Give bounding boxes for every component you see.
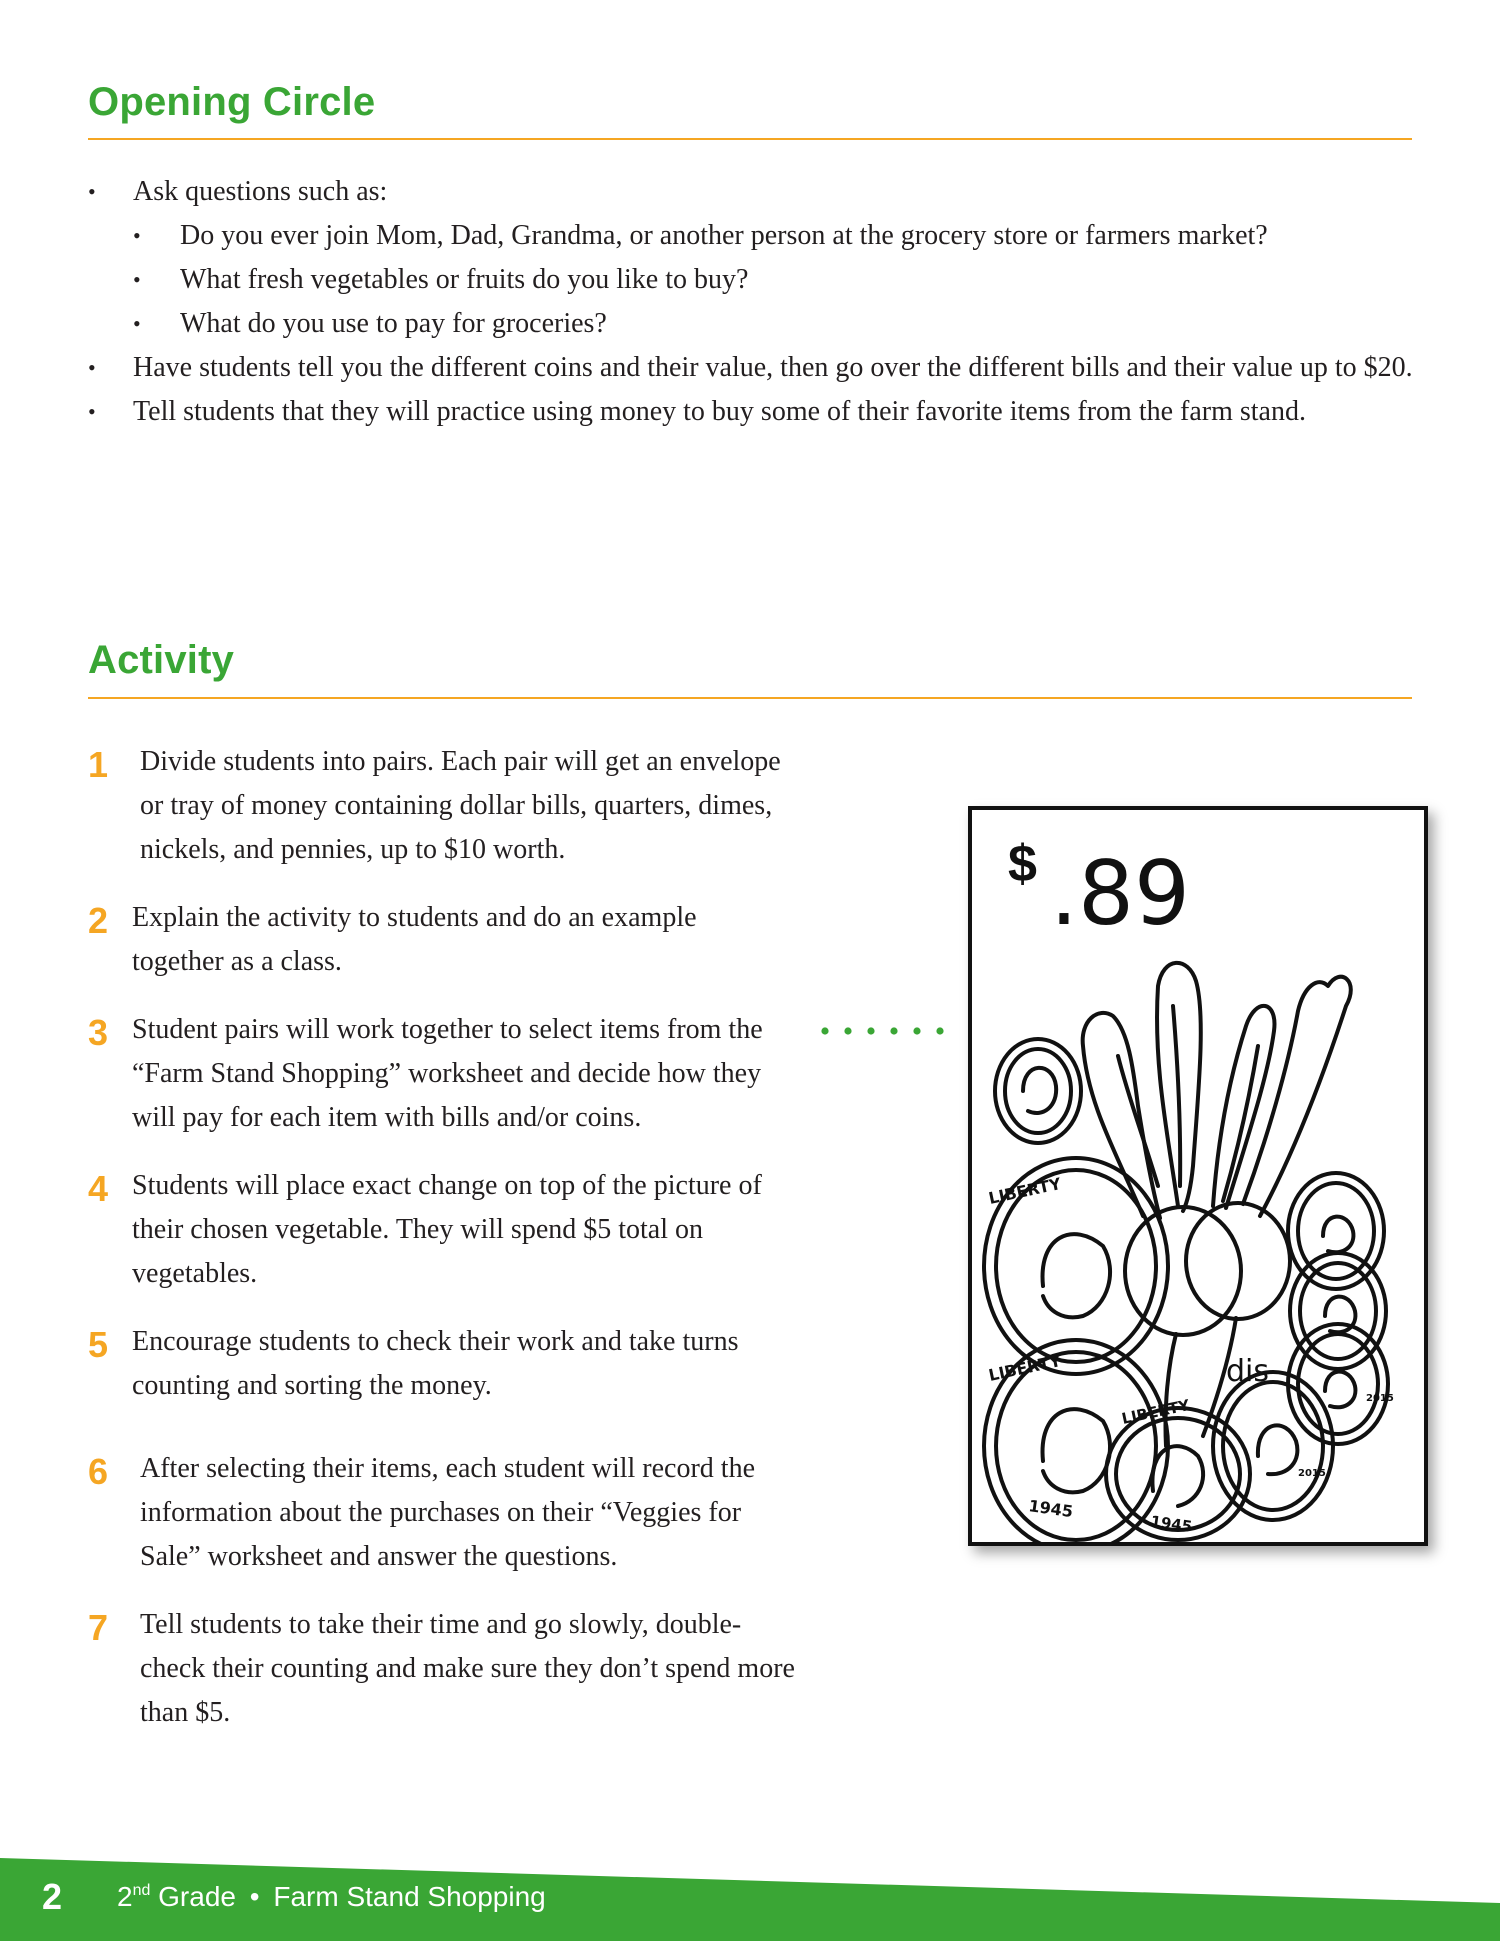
bullet-text: Ask questions such as:: [133, 176, 388, 207]
list-item: [88, 170, 1418, 346]
step-number: 4: [88, 1168, 109, 1209]
coin-liberty-text: LIBERTY: [1120, 1396, 1192, 1428]
lesson-title: Farm Stand Shopping: [273, 1881, 546, 1912]
grade-suffix: nd: [132, 1882, 151, 1899]
sub-bullet-text: Do you ever join Mom, Dad, Grandma, or another person at the grocery store or farmers market?: [180, 220, 1268, 251]
step-text: Tell students to take their time and go slowly, double-check their counting and make sure they don’t spend more than $5.: [140, 1609, 795, 1728]
step-item: [88, 1008, 808, 1140]
activity-rule: [88, 697, 1412, 699]
sub-bullet-text: What do you use to pay for groceries?: [180, 308, 607, 339]
activity-title: Activity: [88, 638, 235, 682]
price-card-figure: [968, 806, 1433, 1551]
sub-list-item: [133, 258, 1418, 302]
opening-circle-rule: [88, 138, 1412, 140]
step-item: [88, 1603, 808, 1735]
step-item: [88, 896, 808, 984]
activity-steps: [88, 740, 808, 1735]
price-card-illustration: [968, 806, 1428, 1546]
step-item: [88, 1320, 808, 1408]
sub-list-item: [133, 214, 1418, 258]
coin-year-text: 2015: [1366, 1393, 1394, 1404]
step-number: 3: [88, 1012, 109, 1053]
coin-liberty-text: LIBERTY: [986, 1351, 1063, 1385]
footer-separator: •: [249, 1881, 260, 1912]
step-item: [88, 740, 808, 872]
step-text: Student pairs will work together to select items from the “Farm Stand Shopping” worksheet and decide how they will pay for each item with bills and/or coins.: [132, 1014, 763, 1133]
bullet-text: Tell students that they will practice using money to buy some of their favorite items from the farm stand.: [133, 396, 1306, 427]
grade-word: Grade: [158, 1881, 236, 1912]
price-dollar-sign: $: [1008, 835, 1037, 893]
step-item: [88, 1164, 808, 1296]
step-text: After selecting their items, each student will record the information about the purchases on their “Veggies for Sale” worksheet and answer the questions.: [140, 1453, 756, 1572]
step-text: Divide students into pairs. Each pair will get an envelope or tray of money containing dollar bills, quarters, dimes, nickels, and pennies, up to $10 worth.: [140, 746, 781, 865]
coin-liberty-text: LIBERTY: [986, 1174, 1063, 1208]
list-item: [88, 346, 1418, 390]
connector-dots: [818, 1024, 958, 1038]
step-number: 1: [88, 744, 109, 785]
bullet-text: Have students tell you the different coins and their value, then go over the different bills and their value up to $20.: [133, 352, 1413, 383]
step-item: [88, 1447, 808, 1579]
page-number: 2: [42, 1876, 63, 1917]
step-text: Encourage students to check their work and take turns counting and sorting the money.: [132, 1326, 739, 1401]
step-number: 6: [88, 1451, 109, 1492]
coin-year-text: 2015: [1298, 1468, 1326, 1479]
opening-circle-list: [88, 170, 1418, 434]
coin-dime-text: dis: [1226, 1354, 1270, 1389]
grade-number: 2: [117, 1881, 133, 1912]
coin-year-text: 1945: [1027, 1496, 1075, 1522]
sub-list-item: [133, 302, 1418, 346]
sub-bullet-text: What fresh vegetables or fruits do you like to buy?: [180, 264, 749, 295]
step-number: 5: [88, 1324, 109, 1365]
sub-list: [133, 214, 1418, 346]
price-label: .89: [1050, 842, 1190, 945]
step-text: Students will place exact change on top of the picture of their chosen vegetable. They will spend $5 total on vegetables.: [132, 1170, 762, 1289]
step-number: 7: [88, 1607, 109, 1648]
opening-circle-title: Opening Circle: [88, 80, 376, 124]
list-item: [88, 390, 1418, 434]
step-number: 2: [88, 900, 109, 941]
coin-year-text: 1945: [1149, 1512, 1194, 1536]
footer-label: [117, 1881, 546, 1913]
step-text: Explain the activity to students and do an example together as a class.: [132, 902, 697, 977]
